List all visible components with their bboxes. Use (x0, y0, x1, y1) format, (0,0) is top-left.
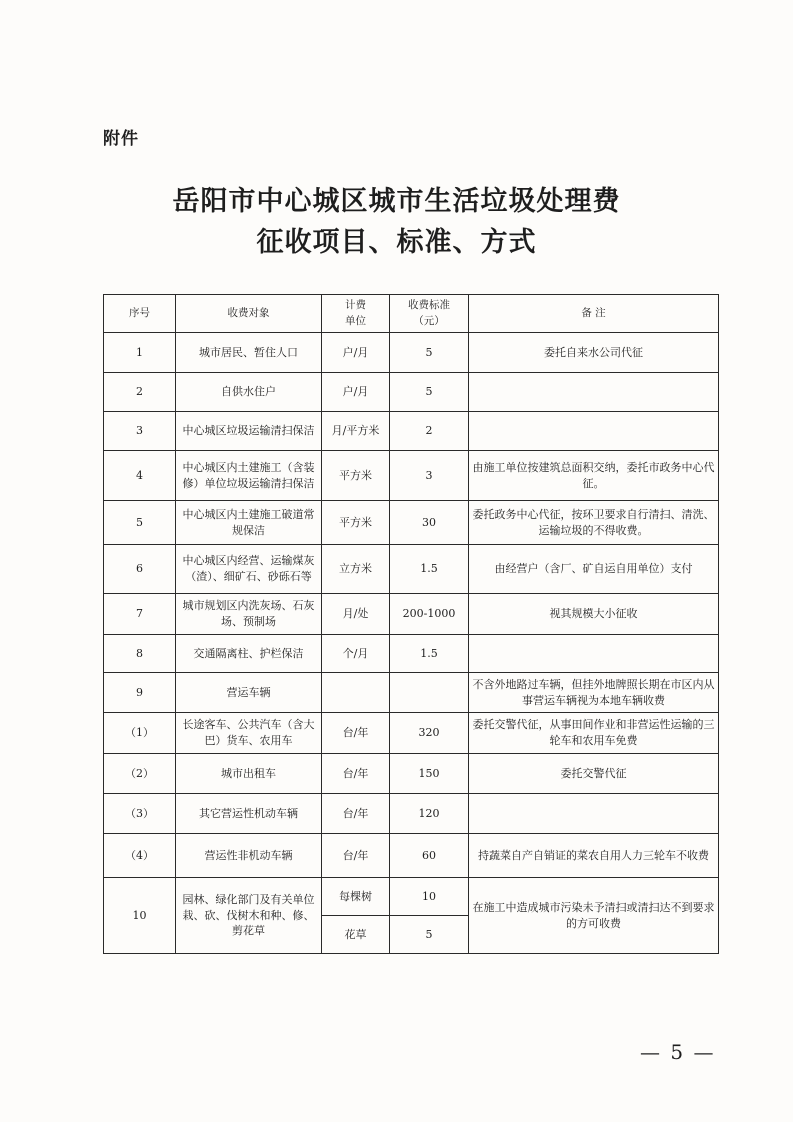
row-standard: 1.5 (390, 635, 469, 673)
row-seq: 5 (104, 501, 176, 545)
table-row (104, 501, 719, 545)
row-standard: 120 (390, 794, 469, 834)
row-note: 在施工中造成城市污染未予清扫或清扫达不到要求的方可收费 (469, 878, 719, 954)
row-unit (322, 673, 390, 713)
row-seq: 1 (104, 333, 176, 373)
table-row (104, 373, 719, 412)
table-row (104, 412, 719, 451)
document-title-line2: 征收项目、标准、方式 (256, 227, 537, 258)
table-header-row (104, 295, 719, 333)
row-unit: 平方米 (322, 501, 390, 545)
row-standard: 200-1000 (390, 594, 469, 635)
row-target: 中心城区垃圾运输清扫保洁 (176, 412, 322, 451)
row-standard: 1.5 (390, 545, 469, 594)
table-row (104, 713, 719, 754)
row-target: 自供水住户 (176, 373, 322, 412)
row-standard: 5 (390, 333, 469, 373)
row-standard: 10 (390, 878, 469, 916)
row-unit: 立方米 (322, 545, 390, 594)
row-target: 营运车辆 (176, 673, 322, 713)
row-unit: 平方米 (322, 451, 390, 501)
row-seq: 2 (104, 373, 176, 412)
row-unit: 月/处 (322, 594, 390, 635)
row-standard: 5 (390, 373, 469, 412)
row-standard: 150 (390, 754, 469, 794)
table-row (104, 545, 719, 594)
row-target: 长途客车、公共汽车（含大巴）货车、农用车 (176, 713, 322, 754)
table-row (104, 594, 719, 635)
table-row (104, 673, 719, 713)
header-unit-line2: 单位 (345, 314, 366, 327)
header-seq: 序号 (104, 295, 176, 333)
row-standard: 2 (390, 412, 469, 451)
row-target: 中心城区内土建施工破道常规保洁 (176, 501, 322, 545)
table-row (104, 834, 719, 878)
row-unit: 户/月 (322, 333, 390, 373)
row-note: 视其规模大小征收 (469, 594, 719, 635)
row-note: 不含外地路过车辆，但挂外地牌照长期在市区内从事营运车辆视为本地车辆收费 (469, 673, 719, 713)
document-title-line1: 岳阳市中心城区城市生活垃圾处理费 (172, 186, 621, 217)
row-unit: 花草 (322, 916, 390, 954)
row-unit: 月/平方米 (322, 412, 390, 451)
row-standard: 30 (390, 501, 469, 545)
row-standard: 5 (390, 916, 469, 954)
row-note: 持蔬菜自产自销证的菜农自用人力三轮车不收费 (469, 834, 719, 878)
row-target: 交通隔离柱、护栏保洁 (176, 635, 322, 673)
row-unit: 台/年 (322, 754, 390, 794)
row-seq: 7 (104, 594, 176, 635)
row-target: 城市出租车 (176, 754, 322, 794)
row-note: 委托自来水公司代征 (469, 333, 719, 373)
row-unit: 台/年 (322, 794, 390, 834)
header-unit-line1: 计费 (345, 299, 366, 312)
row-note (469, 635, 719, 673)
row-target: 城市居民、暂住人口 (176, 333, 322, 373)
header-note: 备 注 (469, 295, 719, 333)
table-row (104, 794, 719, 834)
row-seq: （4） (104, 834, 176, 878)
row-standard: 3 (390, 451, 469, 501)
row-unit: 台/年 (322, 834, 390, 878)
row-note: 委托政务中心代征，按环卫要求自行清扫、清洗、运输垃圾的不得收费。 (469, 501, 719, 545)
row-standard: 60 (390, 834, 469, 878)
header-unit (322, 295, 390, 333)
table-row (104, 635, 719, 673)
row-note: 委托交警代征 (469, 754, 719, 794)
row-target: 园林、绿化部门及有关单位栽、砍、伐树木和种、修、剪花草 (176, 878, 322, 954)
row-seq: 3 (104, 412, 176, 451)
row-note (469, 412, 719, 451)
row-note: 由经营户（含厂、矿自运自用单位）支付 (469, 545, 719, 594)
row-note (469, 373, 719, 412)
row-note (469, 794, 719, 834)
row-target: 中心城区内经营、运输煤灰（渣）、细矿石、砂砾石等 (176, 545, 322, 594)
row-note: 由施工单位按建筑总面积交纳，委托市政务中心代征。 (469, 451, 719, 501)
row-unit: 每棵树 (322, 878, 390, 916)
row-seq: 9 (104, 673, 176, 713)
row-seq: 10 (104, 878, 176, 954)
row-seq: （1） (104, 713, 176, 754)
table-row (104, 754, 719, 794)
row-seq: 8 (104, 635, 176, 673)
row-target: 城市规划区内洗灰场、石灰场、预制场 (176, 594, 322, 635)
row-target: 其它营运性机动车辆 (176, 794, 322, 834)
header-standard-line2: （元） (413, 314, 445, 327)
row-seq: （2） (104, 754, 176, 794)
row-target: 中心城区内土建施工（含装修）单位垃圾运输清扫保洁 (176, 451, 322, 501)
row-unit: 个/月 (322, 635, 390, 673)
page-number: — 5 — (640, 1040, 716, 1064)
row-unit: 台/年 (322, 713, 390, 754)
row-standard (390, 673, 469, 713)
table-row (104, 878, 719, 916)
fee-table (103, 294, 719, 954)
header-standard (390, 295, 469, 333)
row-seq: 4 (104, 451, 176, 501)
row-note: 委托交警代征，从事田间作业和非营运性运输的三轮车和农用车免费 (469, 713, 719, 754)
attachment-label: 附件 (103, 129, 139, 149)
row-standard: 320 (390, 713, 469, 754)
header-target: 收费对象 (176, 295, 322, 333)
row-unit: 户/月 (322, 373, 390, 412)
table-row (104, 451, 719, 501)
row-target: 营运性非机动车辆 (176, 834, 322, 878)
header-standard-line1: 收费标准 (408, 299, 450, 312)
row-seq: 6 (104, 545, 176, 594)
row-seq: （3） (104, 794, 176, 834)
table-row (104, 333, 719, 373)
